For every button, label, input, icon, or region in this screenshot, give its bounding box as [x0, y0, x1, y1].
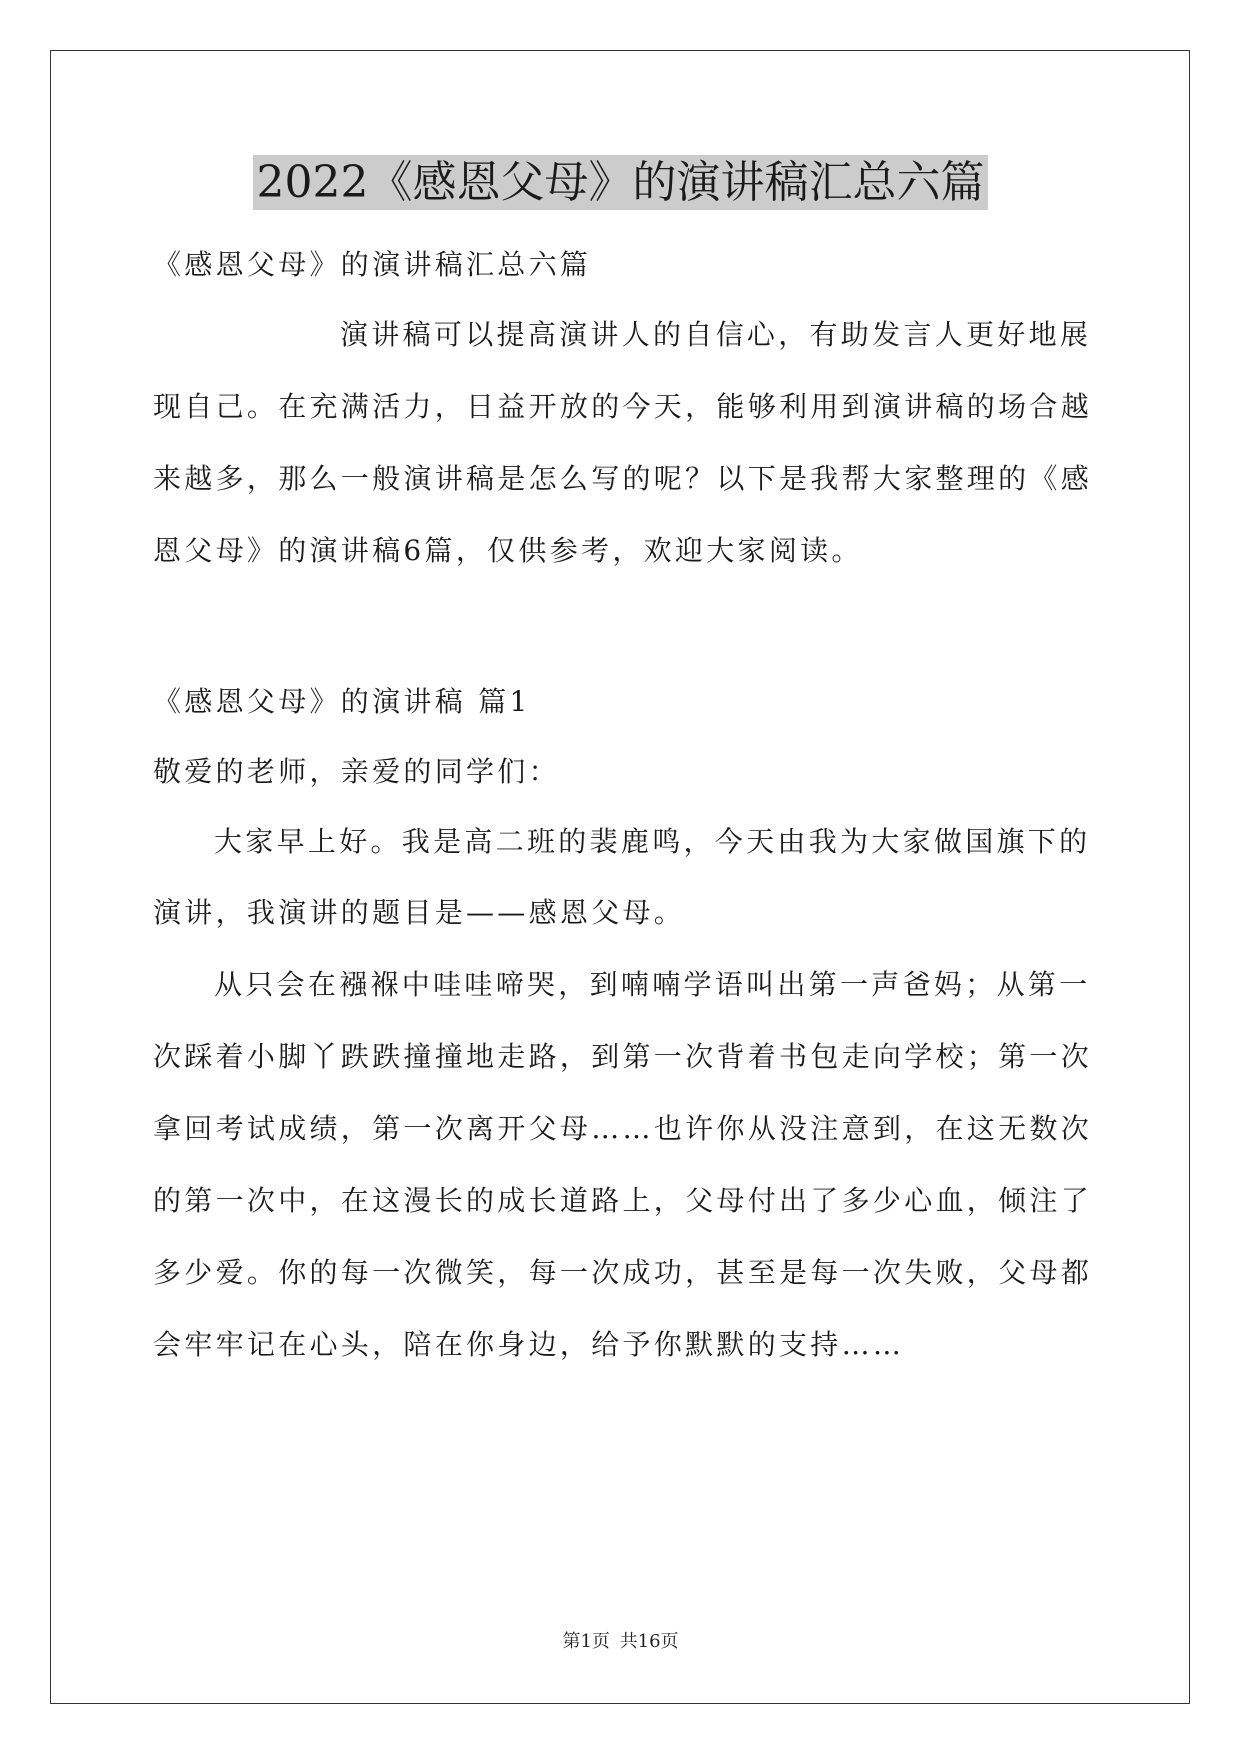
paragraph-line: 多少爱。你的每一次微笑，每一次成功，甚至是每一次失败，父母都: [153, 1256, 1093, 1289]
document-title: [0, 155, 1241, 211]
intro-line: 恩父母》的演讲稿6篇，仅供参考，欢迎大家阅读。: [153, 534, 863, 567]
salutation: 敬爱的老师，亲爱的同学们：: [153, 755, 560, 788]
paragraph-line: 演讲，我演讲的题目是——感恩父母。: [153, 896, 686, 929]
paragraph-line: 大家早上好。我是高二班的裴鹿鸣，今天由我为大家做国旗下的: [214, 825, 1091, 858]
document-subtitle: 《感恩父母》的演讲稿汇总六篇: [153, 248, 592, 281]
page-frame: [50, 50, 1190, 1704]
paragraph-line: 的第一次中，在这漫长的成长道路上，父母付出了多少心血，倾注了: [153, 1184, 1093, 1217]
paragraph-line: 次踩着小脚丫跌跌撞撞地走路，到第一次背着书包走向学校；第一次: [153, 1040, 1093, 1073]
intro-line: 现自己。在充满活力，日益开放的今天，能够利用到演讲稿的场合越: [153, 390, 1093, 423]
paragraph-line: 会牢牢记在心头，陪在你身边，给予你默默的支持……: [153, 1328, 905, 1361]
document-title-text: 2022《感恩父母》的演讲稿汇总六篇: [253, 155, 989, 210]
page-number: 第1页: [562, 1631, 610, 1652]
intro-line: 来越多，那么一般演讲稿是怎么写的呢？以下是我帮大家整理的《感: [153, 462, 1093, 495]
page-total: 共16页: [619, 1631, 679, 1652]
intro-line: 演讲稿可以提高演讲人的自信心，有助发言人更好地展: [340, 318, 1092, 351]
page-footer: [0, 1630, 1241, 1654]
paragraph-line: 从只会在襁褓中哇哇啼哭，到喃喃学语叫出第一声爸妈；从第一: [214, 968, 1091, 1001]
paragraph-line: 拿回考试成绩，第一次离开父母……也许你从没注意到，在这无数次: [153, 1112, 1093, 1145]
section-heading: 《感恩父母》的演讲稿 篇1: [153, 685, 531, 718]
